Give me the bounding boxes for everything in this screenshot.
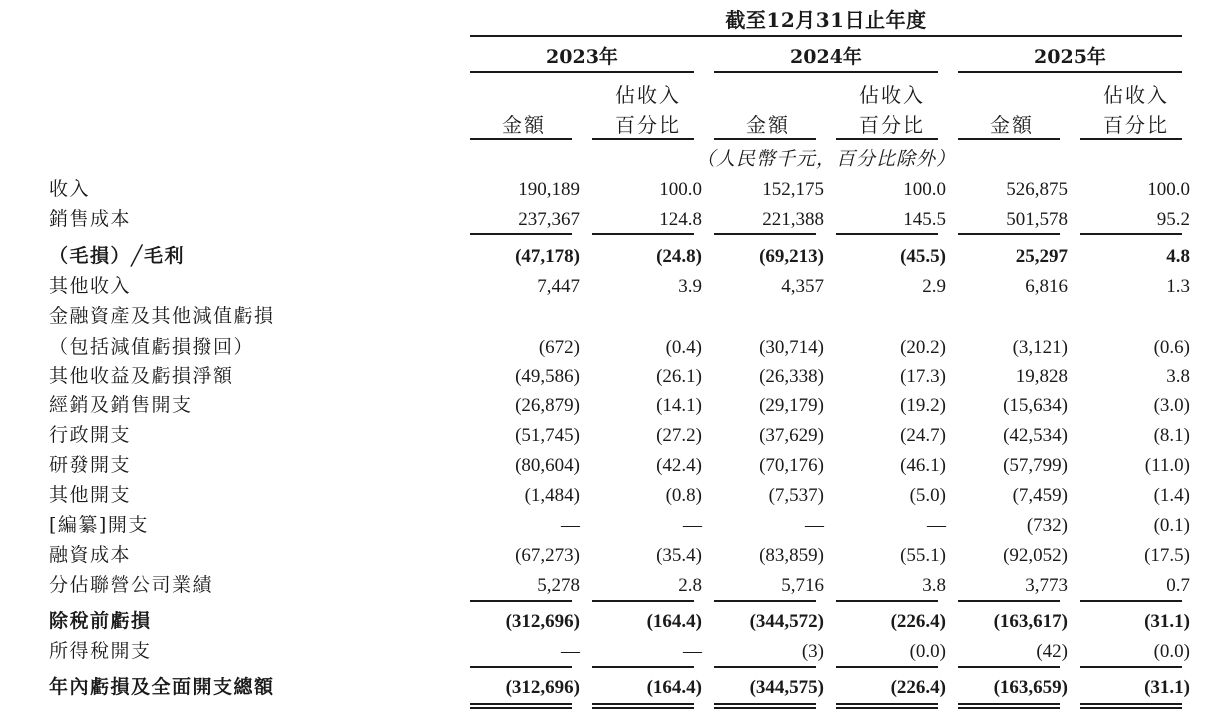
pct-heading-2024-line2: 百分比 [859, 113, 925, 137]
percentage-cell: (0.8) [665, 485, 702, 506]
row-label: 金融資產及其他減值虧損 [49, 305, 275, 327]
subtotal-rule [958, 600, 1060, 602]
subtotal-rule [714, 666, 816, 668]
percentage-cell: (24.8) [656, 246, 702, 267]
percentage-cell: (27.2) [656, 425, 702, 446]
percentage-cell: (35.4) [656, 545, 702, 566]
percentage-cell: (45.5) [900, 246, 946, 267]
amount-cell: 19,828 [1015, 366, 1068, 387]
percentage-cell: (31.1) [1144, 611, 1190, 632]
amount-cell: — [561, 515, 580, 536]
row-label: 收入 [49, 178, 91, 200]
amount-heading-2023: 金額 [502, 113, 546, 137]
year-2024-rule [714, 71, 938, 73]
amount-cell: (26,879) [515, 395, 580, 416]
percentage-cell: (0.6) [1153, 337, 1190, 358]
column-heading-rule [836, 138, 938, 140]
percentage-cell: 145.5 [903, 209, 946, 230]
subtotal-rule [836, 600, 938, 602]
amount-cell: (1,484) [524, 485, 580, 506]
percentage-cell: (24.7) [900, 425, 946, 446]
percentage-cell: (0.4) [665, 337, 702, 358]
amount-cell: 501,578 [1006, 209, 1068, 230]
amount-cell: (163,659) [993, 677, 1068, 698]
percentage-cell: 95.2 [1156, 209, 1190, 230]
row-label: 除稅前虧損 [49, 610, 152, 632]
amount-cell: 4,357 [781, 276, 824, 297]
row-label: 年內虧損及全面開支總額 [49, 676, 275, 698]
amount-cell: (26,338) [759, 366, 824, 387]
pct-heading-2023-line2: 百分比 [615, 113, 681, 137]
total-double-rule [836, 703, 938, 709]
amount-cell: — [561, 641, 580, 662]
period-title-rule [470, 35, 1182, 37]
amount-cell: 152,175 [762, 179, 824, 200]
amount-cell: (80,604) [515, 455, 580, 476]
row-label: （包括減值虧損撥回） [49, 336, 255, 358]
pct-heading-2024-line1: 佔收入 [859, 83, 925, 107]
row-label: 分佔聯營公司業績 [49, 574, 214, 596]
subtotal-rule [836, 233, 938, 235]
amount-cell: (42) [1036, 641, 1068, 662]
row-label: 其他開支 [49, 484, 132, 506]
percentage-cell: (19.2) [900, 395, 946, 416]
percentage-cell: (42.4) [656, 455, 702, 476]
amount-cell: 221,388 [762, 209, 824, 230]
percentage-cell: (8.1) [1153, 425, 1190, 446]
row-label: 行政開支 [49, 424, 132, 446]
subtotal-rule [958, 233, 1060, 235]
row-label: [編纂]開支 [49, 514, 149, 536]
percentage-cell: 100.0 [903, 179, 946, 200]
percentage-cell: 3.8 [922, 575, 946, 596]
amount-cell: (69,213) [759, 246, 824, 267]
subtotal-rule [592, 233, 694, 235]
amount-cell: (70,176) [759, 455, 824, 476]
percentage-cell: 4.8 [1166, 246, 1190, 267]
percentage-cell: (164.4) [646, 677, 702, 698]
percentage-cell: 100.0 [659, 179, 702, 200]
subtotal-rule [470, 666, 572, 668]
row-label: 研發開支 [49, 454, 132, 476]
amount-cell: 3,773 [1025, 575, 1068, 596]
amount-cell: (92,052) [1003, 545, 1068, 566]
column-heading-rule [470, 138, 572, 140]
amount-cell: (67,273) [515, 545, 580, 566]
subtotal-rule [714, 233, 816, 235]
total-double-rule [714, 703, 816, 709]
amount-cell: (3) [801, 641, 824, 662]
total-double-rule [592, 703, 694, 709]
total-double-rule [1080, 703, 1182, 709]
row-label: 經銷及銷售開支 [49, 394, 193, 416]
percentage-cell: 124.8 [659, 209, 702, 230]
amount-cell: 25,297 [1015, 246, 1068, 267]
amount-cell: (51,745) [515, 425, 580, 446]
percentage-cell: (0.0) [1153, 641, 1190, 662]
pct-heading-2023-line1: 佔收入 [615, 83, 681, 107]
year-2023-rule [470, 71, 694, 73]
amount-cell: (732) [1026, 515, 1068, 536]
subtotal-rule [958, 666, 1060, 668]
row-label: 其他收入 [49, 275, 132, 297]
subtotal-rule [1080, 233, 1182, 235]
column-heading-rule [592, 138, 694, 140]
amount-cell: 5,278 [537, 575, 580, 596]
amount-cell: (29,179) [759, 395, 824, 416]
amount-cell: — [805, 515, 824, 536]
subtotal-rule [714, 600, 816, 602]
percentage-cell: 2.8 [678, 575, 702, 596]
amount-cell: (47,178) [515, 246, 580, 267]
subtotal-rule [1080, 666, 1182, 668]
amount-heading-2024: 金額 [746, 113, 790, 137]
amount-cell: (312,696) [505, 611, 580, 632]
percentage-cell: 1.3 [1166, 276, 1190, 297]
year-2025-rule [958, 71, 1182, 73]
pct-heading-2025-line1: 佔收入 [1103, 83, 1169, 107]
row-label: 銷售成本 [49, 208, 132, 230]
percentage-cell: (55.1) [900, 545, 946, 566]
amount-cell: (312,696) [505, 677, 580, 698]
percentage-cell: (20.2) [900, 337, 946, 358]
total-double-rule [470, 703, 572, 709]
amount-cell: (49,586) [515, 366, 580, 387]
amount-cell: (57,799) [1003, 455, 1068, 476]
column-heading-rule [958, 138, 1060, 140]
subtotal-rule [592, 666, 694, 668]
amount-cell: 190,189 [518, 179, 580, 200]
row-label: 其他收益及虧損淨額 [49, 365, 234, 387]
subtotal-rule [470, 600, 572, 602]
percentage-cell: (31.1) [1144, 677, 1190, 698]
unit-note: （人民幣千元，百分比除外） [695, 148, 956, 170]
amount-cell: (672) [538, 337, 580, 358]
percentage-cell: (5.0) [909, 485, 946, 506]
amount-cell: (3,121) [1012, 337, 1068, 358]
row-label: 融資成本 [49, 544, 132, 566]
amount-cell: (37,629) [759, 425, 824, 446]
subtotal-rule [592, 600, 694, 602]
amount-cell: (344,572) [749, 611, 824, 632]
percentage-cell: 100.0 [1147, 179, 1190, 200]
amount-cell: (42,534) [1003, 425, 1068, 446]
percentage-cell: (11.0) [1144, 455, 1190, 476]
percentage-cell: — [683, 515, 702, 536]
subtotal-rule [836, 666, 938, 668]
amount-cell: 7,447 [537, 276, 580, 297]
year-2024-heading: 2024年 [790, 46, 862, 68]
percentage-cell: (0.1) [1153, 515, 1190, 536]
year-2025-heading: 2025年 [1034, 46, 1106, 68]
percentage-cell: (17.3) [900, 366, 946, 387]
amount-cell: (83,859) [759, 545, 824, 566]
amount-cell: 6,816 [1025, 276, 1068, 297]
percentage-cell: (164.4) [646, 611, 702, 632]
percentage-cell: (46.1) [900, 455, 946, 476]
percentage-cell: 0.7 [1166, 575, 1190, 596]
percentage-cell: (1.4) [1153, 485, 1190, 506]
amount-cell: (163,617) [993, 611, 1068, 632]
amount-cell: 237,367 [518, 209, 580, 230]
amount-cell: (30,714) [759, 337, 824, 358]
amount-cell: (7,537) [768, 485, 824, 506]
column-heading-rule [1080, 138, 1182, 140]
percentage-cell: — [927, 515, 946, 536]
percentage-cell: (26.1) [656, 366, 702, 387]
subtotal-rule [1080, 600, 1182, 602]
amount-cell: (7,459) [1012, 485, 1068, 506]
amount-cell: 5,716 [781, 575, 824, 596]
percentage-cell: 3.9 [678, 276, 702, 297]
amount-cell: 526,875 [1006, 179, 1068, 200]
year-2023-heading: 2023年 [546, 46, 618, 68]
amount-cell: (15,634) [1003, 395, 1068, 416]
percentage-cell: (0.0) [909, 641, 946, 662]
total-double-rule [958, 703, 1060, 709]
column-heading-rule [714, 138, 816, 140]
percentage-cell: — [683, 641, 702, 662]
percentage-cell: (226.4) [890, 677, 946, 698]
row-label: （毛損）╱毛利 [49, 245, 185, 267]
row-label: 所得稅開支 [49, 640, 152, 662]
amount-heading-2025: 金額 [990, 113, 1034, 137]
percentage-cell: (17.5) [1144, 545, 1190, 566]
percentage-cell: 3.8 [1166, 366, 1190, 387]
percentage-cell: (3.0) [1153, 395, 1190, 416]
pct-heading-2025-line2: 百分比 [1103, 113, 1169, 137]
percentage-cell: (14.1) [656, 395, 702, 416]
percentage-cell: (226.4) [890, 611, 946, 632]
subtotal-rule [470, 233, 572, 235]
amount-cell: (344,575) [749, 677, 824, 698]
percentage-cell: 2.9 [922, 276, 946, 297]
period-title: 截至12月31日止年度 [725, 8, 927, 32]
